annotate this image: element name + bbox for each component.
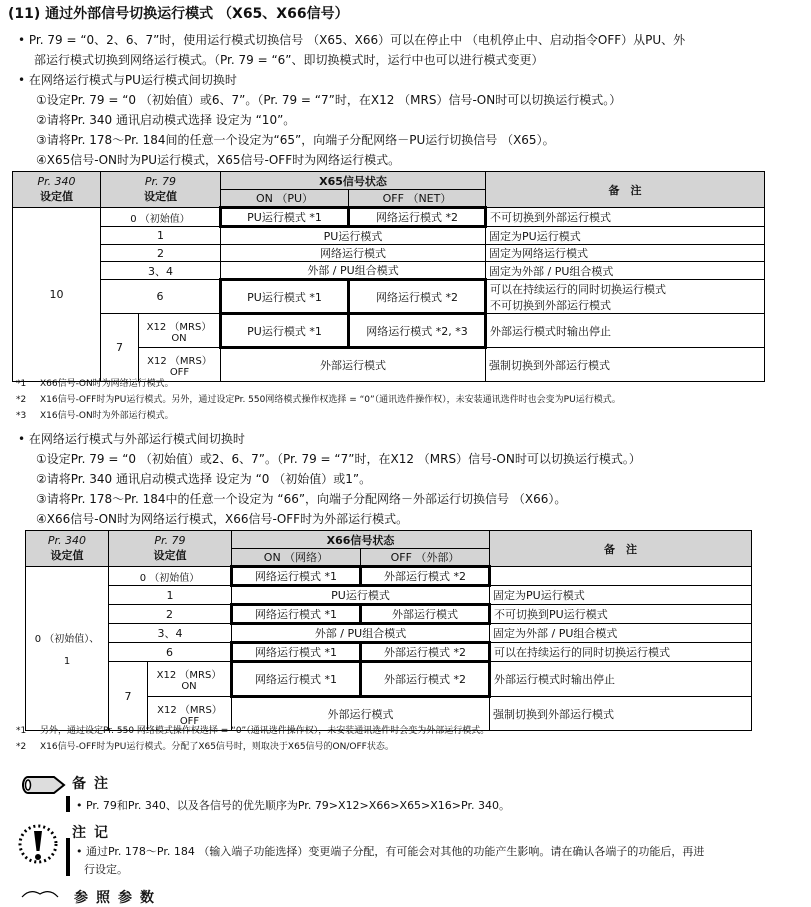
caution-text-1: • 通过Pr. 178～Pr. 184 （输入端子功能选择）变更端子分配，有可能会对其他的功能产生影响。请在确认各端子的功能后，再进 bbox=[76, 845, 705, 858]
pr340-value: 10 bbox=[13, 208, 101, 382]
pr79-value: 0 （初始值） bbox=[101, 208, 221, 227]
header-pr340: Pr. 340 设定值 bbox=[13, 172, 101, 208]
x65-table bbox=[12, 171, 765, 382]
section1-step-3: ③请将Pr. 178～Pr. 184间的任意一个设定为“65”，向端子分配网络－PU运行切换信号 （X65）。 bbox=[36, 133, 555, 147]
remark-cell: 固定为PU运行模式 bbox=[490, 586, 752, 605]
footnote: *1 X66信号-ON时为网络运行模式。 bbox=[16, 379, 174, 389]
off-cell: 网络运行模式 *2 bbox=[349, 280, 486, 314]
pr79-value: 6 bbox=[109, 643, 232, 662]
remark-cell: 可以在持续运行的同时切换运行模式 不可切换到外部运行模式 bbox=[486, 280, 765, 314]
section2-step-1: ①设定Pr. 79 = “0 （初始值）或2、6、7”。（Pr. 79 = “7”时，在X12 （MRS）信号-ON时可以切换运行模式。） bbox=[36, 452, 641, 466]
on-cell: 网络运行模式 *1 bbox=[232, 643, 361, 662]
header-on: ON （PU） bbox=[221, 190, 349, 208]
remark-bar bbox=[66, 796, 70, 812]
section1-heading: • 在网络运行模式与PU运行模式间切换时 bbox=[18, 73, 237, 87]
pr79-value: 2 bbox=[101, 245, 221, 262]
off-cell: 网络运行模式 *2, *3 bbox=[349, 314, 486, 348]
on-cell: PU运行模式 *1 bbox=[221, 314, 349, 348]
section2-heading: • 在网络运行模式与外部运行模式间切换时 bbox=[18, 432, 245, 446]
x12-on-cell: X12 （MRS） ON bbox=[148, 662, 232, 697]
header-pr79: Pr. 79 设定值 bbox=[101, 172, 221, 208]
off-cell: 网络运行模式 *2 bbox=[349, 208, 486, 227]
remark-cell bbox=[490, 567, 752, 586]
x12-off-cell: X12 （MRS） OFF bbox=[148, 697, 232, 731]
header-remark: 备 注 bbox=[486, 172, 765, 208]
remark-cell: 强制切换到外部运行模式 bbox=[486, 348, 765, 382]
mode-cell: 外部运行模式 bbox=[232, 697, 490, 731]
section2-step-2: ②请将Pr. 340 通讯启动模式选择 设定为 “0 （初始值）或1”。 bbox=[36, 472, 372, 486]
header-pr79: Pr. 79 设定值 bbox=[109, 531, 232, 567]
remark-cell: 外部运行模式时输出停止 bbox=[490, 662, 752, 697]
mode-cell: 网络运行模式 bbox=[221, 245, 486, 262]
header-pr340: Pr. 340 设定值 bbox=[26, 531, 109, 567]
mode-cell: PU运行模式 bbox=[232, 586, 490, 605]
section-title: (11) 通过外部信号切换运行模式 （X65、X66信号） bbox=[8, 6, 349, 22]
footnote: *2 X16信号-OFF时为PU运行模式。分配了X65信号时，则取决于X65信号的ON/OFF状态。 bbox=[16, 742, 394, 752]
section1-step-4: ④X65信号-ON时为PU运行模式，X65信号-OFF时为网络运行模式。 bbox=[36, 153, 401, 167]
on-cell: 网络运行模式 *1 bbox=[232, 605, 361, 624]
reference-book-icon bbox=[20, 888, 60, 898]
header-status: X66信号状态 bbox=[232, 531, 490, 549]
intro-line-2: 部运行模式切换到网络运行模式。（Pr. 79 = “6”、即切换模式时，运行中也可以进行模式变更） bbox=[34, 53, 544, 67]
remark-cell: 固定为网络运行模式 bbox=[486, 245, 765, 262]
caution-bar bbox=[66, 838, 70, 876]
mode-cell: 外部 / PU组合模式 bbox=[221, 262, 486, 280]
remark-text: • Pr. 79和Pr. 340、以及各信号的优先顺序为Pr. 79>X12>X66>X65>X16>Pr. 340。 bbox=[76, 799, 510, 812]
memo-pen-icon bbox=[20, 774, 68, 796]
on-cell: 网络运行模式 *1 bbox=[232, 662, 361, 697]
mode-cell: 外部运行模式 bbox=[221, 348, 486, 382]
exclamation-icon bbox=[18, 822, 58, 866]
remark-cell: 强制切换到外部运行模式 bbox=[490, 697, 752, 731]
mode-cell: 外部 / PU组合模式 bbox=[232, 624, 490, 643]
footnote: *3 X16信号-ON时为外部运行模式。 bbox=[16, 411, 174, 421]
on-cell: PU运行模式 *1 bbox=[221, 208, 349, 227]
x12-off-cell: X12 （MRS） OFF bbox=[139, 348, 221, 382]
x12-on-cell: X12 （MRS） ON bbox=[139, 314, 221, 348]
pr79-value: 1 bbox=[101, 227, 221, 245]
intro-line-1: • Pr. 79 = “0、2、6、7”时，使用运行模式切换信号 （X65、X66）可以在停止中 （电机停止中、启动指令OFF）从PU、外 bbox=[18, 33, 686, 47]
on-cell: 网络运行模式 *1 bbox=[232, 567, 361, 586]
pr340-value: 0 （初始值）、 1 bbox=[26, 567, 109, 731]
header-remark: 备 注 bbox=[490, 531, 752, 567]
pr79-value: 6 bbox=[101, 280, 221, 314]
pr79-value: 3、4 bbox=[101, 262, 221, 280]
off-cell: 外部运行模式 bbox=[361, 605, 490, 624]
footnote: *2 X16信号-OFF时为PU运行模式。另外，通过设定Pr. 550网络模式操作权选择 = “0”（通讯选件操作权），未安装通讯选件时也会变为PU运行模式。 bbox=[16, 395, 621, 405]
caution-text-2: 行设定。 bbox=[84, 863, 128, 876]
remark-cell: 可以在持续运行的同时切换运行模式 bbox=[490, 643, 752, 662]
section1-step-2: ②请将Pr. 340 通讯启动模式选择 设定为 “10”。 bbox=[36, 113, 296, 127]
pr79-value: 3、4 bbox=[109, 624, 232, 643]
header-status: X65信号状态 bbox=[221, 172, 486, 190]
section2-step-3: ③请将Pr. 178～Pr. 184中的任意一个设定为 “66”，向端子分配网络－外部运行切换信号 （X66）。 bbox=[36, 492, 567, 506]
remark-cell: 固定为PU运行模式 bbox=[486, 227, 765, 245]
pr79-value: 1 bbox=[109, 586, 232, 605]
remark-cell: 固定为外部 / PU组合模式 bbox=[486, 262, 765, 280]
pr79-value: 0 （初始值） bbox=[109, 567, 232, 586]
remark-cell: 外部运行模式时输出停止 bbox=[486, 314, 765, 348]
header-off: OFF （NET） bbox=[349, 190, 486, 208]
on-cell: PU运行模式 *1 bbox=[221, 280, 349, 314]
off-cell: 外部运行模式 *2 bbox=[361, 643, 490, 662]
pr79-value: 7 bbox=[109, 662, 148, 731]
pr79-value: 2 bbox=[109, 605, 232, 624]
pr79-value: 7 bbox=[101, 314, 139, 382]
off-cell: 外部运行模式 *2 bbox=[361, 662, 490, 697]
off-cell: 外部运行模式 *2 bbox=[361, 567, 490, 586]
remark-title: 备注 bbox=[72, 776, 116, 792]
header-on: ON （网络） bbox=[232, 549, 361, 567]
reference-title: 参照参数 bbox=[74, 890, 162, 906]
x66-table bbox=[25, 530, 752, 731]
footnote: *1 另外，通过设定Pr. 550 网络模式操作权选择 = “0”（通讯选件操作权），未安装通讯选件时会变为外部运行模式。 bbox=[16, 726, 490, 736]
header-off: OFF （外部） bbox=[361, 549, 490, 567]
section2-step-4: ④X66信号-ON时为网络运行模式，X66信号-OFF时为外部运行模式。 bbox=[36, 512, 409, 526]
remark-cell: 不可切换到外部运行模式 bbox=[486, 208, 765, 227]
caution-title: 注记 bbox=[72, 825, 116, 841]
remark-cell: 固定为外部 / PU组合模式 bbox=[490, 624, 752, 643]
section1-step-1: ①设定Pr. 79 = “0 （初始值）或6、7”。（Pr. 79 = “7”时，在X12 （MRS）信号-ON时可以切换运行模式。） bbox=[36, 93, 622, 107]
mode-cell: PU运行模式 bbox=[221, 227, 486, 245]
remark-cell: 不可切换到PU运行模式 bbox=[490, 605, 752, 624]
